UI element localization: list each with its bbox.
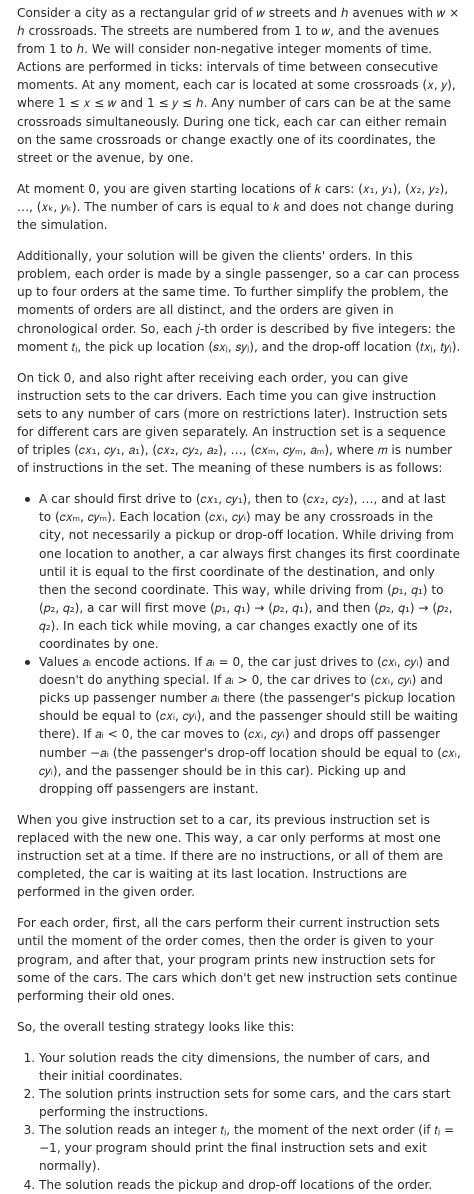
step-item: 2. The solution prints instruction sets for some cars, and the cars start performing the instructions.: [39, 1085, 461, 1121]
paragraph-instructions: On tick 0, and also right after receiving each order, you can give instruction sets to the car drivers. Each time you can give instruction sets to any number of cars (more on restrictions later). Instruction sets for different cars are given separately. An instruction set is a sequence of triples (𝑐𝑥₁, 𝑐𝑦₁, 𝑎₁), (𝑐𝑥₂, 𝑐𝑦₂, 𝑎₂), …, (𝑐𝑥ₘ, 𝑐𝑦ₘ, 𝑎ₘ), where 𝑚 is number of instructions in the set. The meaning of these numbers is as follows:: [17, 370, 453, 476]
paragraph-cars: At moment 0, you are given starting locations of 𝑘 cars: (𝑥₁, 𝑦₁), (𝑥₂, 𝑦₂), …, (𝑥ₖ, 𝑦ₖ). The number of cars is equal to 𝑘 and does not change during the simulation.: [17, 181, 454, 233]
step-item: 4. The solution reads the pickup and drop-off locations of the order.: [39, 1176, 461, 1194]
paragraph-replace: When you give instruction set to a car, its previous instruction set is replaced with the new one. This way, a car only performs at most one instruction set at a time. If there are no instructions, or all of them are completed, the car is waiting at its last location. Instructions are performed in the given order.: [17, 812, 444, 900]
bullet-actions: Values 𝑎ᵢ encode actions. If 𝑎ᵢ = 0, the car just drives to (𝑐𝑥ᵢ, 𝑐𝑦ᵢ) and doesn't do anything special. If 𝑎ᵢ > 0, the car drives to (𝑐𝑥ᵢ, 𝑐𝑦ᵢ) and picks up passenger number 𝑎ᵢ there (the passenger's pickup location should be equal to (𝑐𝑥ᵢ, 𝑐𝑦ᵢ), and the passenger should still be waiting there). If 𝑎ᵢ < 0, the car moves to (𝑐𝑥ᵢ, 𝑐𝑦ᵢ) and drops off passenger number −𝑎ᵢ (the passenger's drop-off location should be equal to (𝑐𝑥ᵢ, 𝑐𝑦ᵢ), and the passenger should be in this car). Picking up and dropping off passengers are instant.: [37, 653, 461, 798]
instruction-bullet-list: [17, 490, 461, 798]
strategy-steps-list: [17, 1049, 461, 1194]
paragraph-strategy: So, the overall testing strategy looks like this:: [17, 1019, 295, 1034]
paragraph-order-flow: For each order, first, all the cars perform their current instruction sets until the moment of the order comes, then the order is given to your program, and after that, your program prints new instruction sets for some of the cars. The cars which don't get new instruction sets continue performing their old ones.: [17, 916, 458, 1003]
step-item: 1. Your solution reads the city dimensions, the number of cars, and their initial coordinates.: [39, 1049, 461, 1085]
paragraph-orders: Additionally, your solution will be given the clients' orders. In this problem, each order is made by a single passenger, so a car can process up to four orders at the same time. To further simplify the problem, the moments of orders are all distinct, and the orders are given in chronological order. So, each 𝑗-th order is described by five integers: the moment 𝑡ⱼ, the pick up location (𝑠𝑥ⱼ, 𝑠𝑦ⱼ), and the drop-off location (𝑡𝑥ⱼ, 𝑡𝑦ⱼ).: [17, 249, 461, 354]
step-item: 3. The solution reads an integer 𝑡ⱼ, the moment of the next order (if 𝑡ⱼ = −1, your program should print the final instruction sets and exit normally).: [39, 1121, 461, 1175]
paragraph-city: Consider a city as a rectangular grid of 𝑤 streets and ℎ avenues with 𝑤 × ℎ crossroads. The streets are numbered from 1 to 𝑤, and the avenues from 1 to ℎ. We will consider non-negative integer moments of time. Actions are performed in ticks: intervals of time between consecutive moments. At any moment, each car is located at some crossroads (𝑥, 𝑦), where 1 ≤ 𝑥 ≤ 𝑤 and 1 ≤ 𝑦 ≤ ℎ. Any number of cars can be at the same crossroads simultaneously. During one tick, each car can either remain on the same crossroads or change exactly one of its coordinates, the street or the avenue, by one.: [17, 6, 460, 165]
bullet-driving: A car should first drive to (𝑐𝑥₁, 𝑐𝑦₁), then to (𝑐𝑥₂, 𝑐𝑦₂), …, and at last to (𝑐𝑥ₘ, 𝑐𝑦ₘ). Each location (𝑐𝑥ᵢ, 𝑐𝑦ᵢ) may be any crossroads in the city, not necessarily a pickup or drop-off location. While driving from one location to another, a car always first changes its first coordinate until it is equal to the first coordinate of the destination, and only then the second coordinate. This way, while driving from (𝑝₁, 𝑞₁) to (𝑝₂, 𝑞₂), a car will first move (𝑝₁, 𝑞₁) → (𝑝₂, 𝑞₁), and then (𝑝₂, 𝑞₁) → (𝑝₂, 𝑞₂). In each tick while moving, a car changes exactly one of its coordinates by one.: [37, 490, 461, 653]
